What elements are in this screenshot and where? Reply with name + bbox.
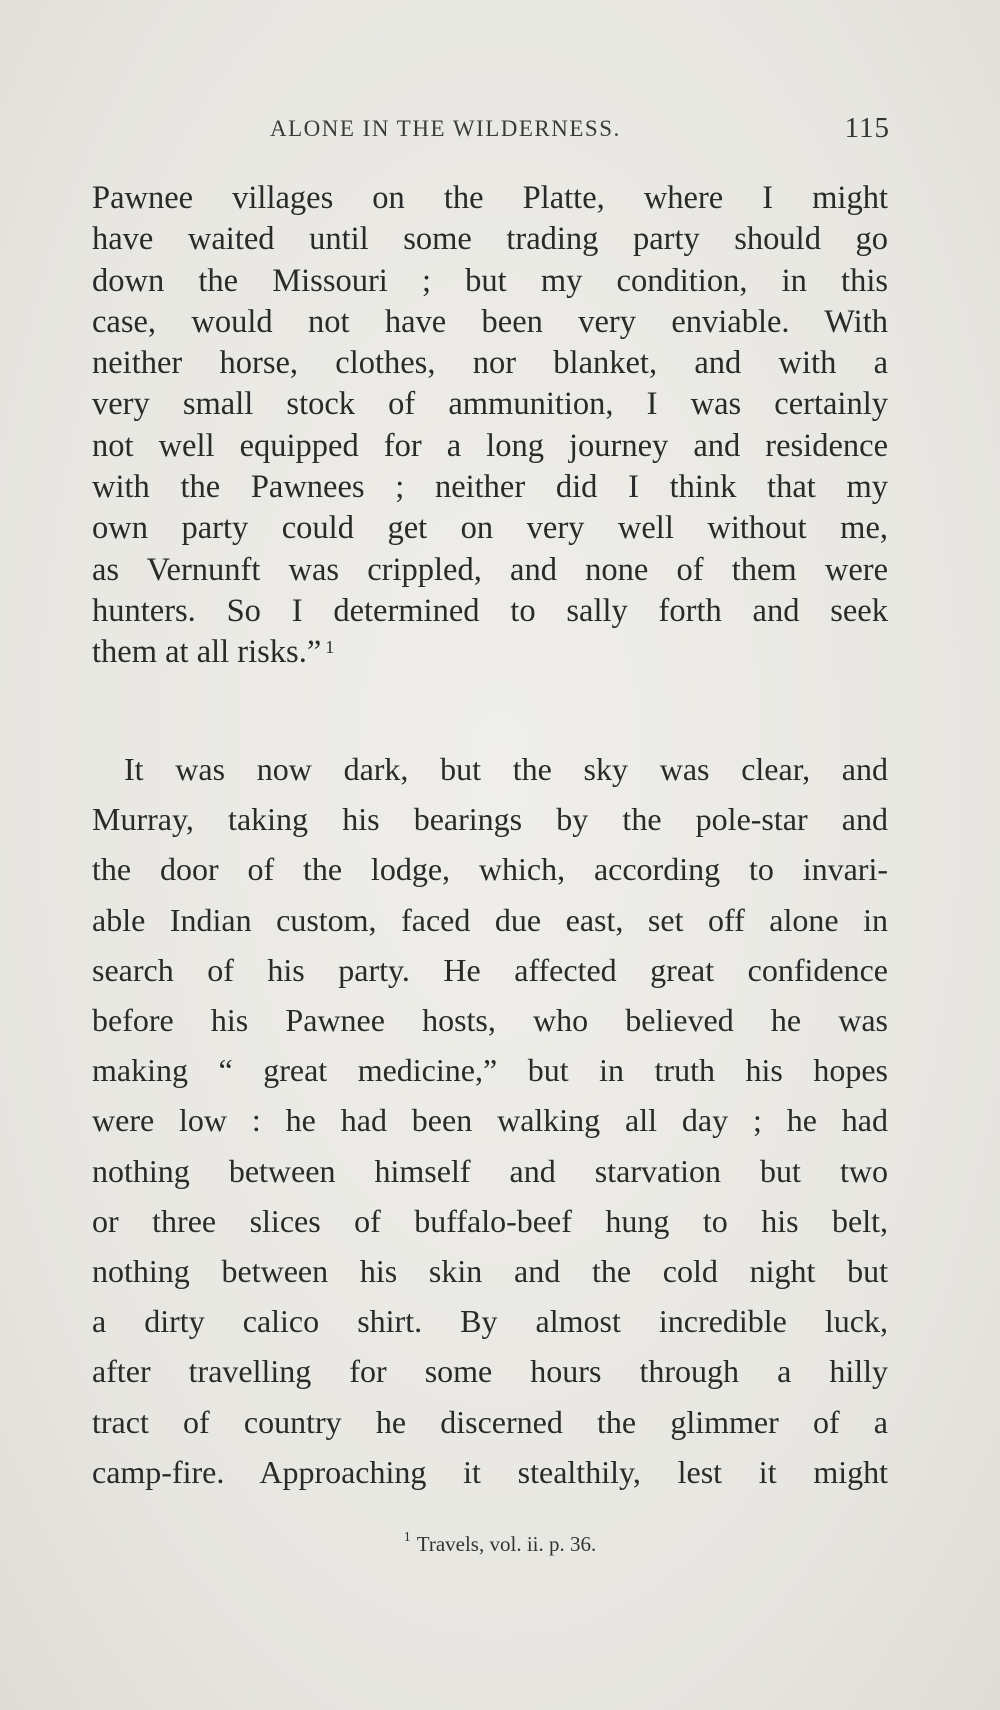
text-line: before his Pawnee hosts, who believed he was (92, 1002, 888, 1039)
text-line: a dirty calico shirt. By almost incredible luck, (92, 1303, 888, 1340)
text-line: were low : he had been walking all day ; he had (92, 1102, 888, 1139)
text-line: or three slices of buffalo-beef hung to his belt, (92, 1202, 888, 1239)
text-line: tract of country he discerned the glimmer of a (92, 1403, 888, 1440)
text-line: nothing between his skin and the cold night but (92, 1253, 888, 1290)
footnote (0, 1532, 1000, 1557)
text-line: hunters. So I determined to sally forth and seek (92, 592, 888, 629)
text-line: Pawnee villages on the Platte, where I might (92, 180, 888, 216)
text-line: down the Missouri ; but my condition, in this (92, 262, 888, 299)
text-line: with the Pawnees ; neither did I think that my (92, 469, 888, 506)
page-number: 115 (844, 112, 890, 144)
text-line: Murray, taking his bearings by the pole-star and (92, 801, 888, 838)
footnote-reference: 1 (325, 637, 335, 658)
text-line: have waited until some trading party should go (92, 221, 888, 258)
text-line: case, would not have been very enviable. With (92, 303, 888, 340)
text-line: able Indian custom, faced due east, set off alone in (92, 901, 888, 938)
text-line: after travelling for some hours through a hilly (92, 1353, 888, 1390)
paragraph (92, 744, 888, 1497)
paragraph-continued (92, 178, 888, 674)
text-line: nothing between himself and starvation but two (92, 1152, 888, 1189)
text-line-last (92, 632, 888, 673)
footnote-marker: 1 (403, 1530, 411, 1545)
running-head (95, 112, 890, 152)
text-line: camp-fire. Approaching it stealthily, lest it might (92, 1453, 888, 1490)
text-line-content: them at all risks.” (92, 634, 322, 671)
text-line: own party could get on very well without me, (92, 510, 888, 547)
text-line: search of his party. He affected great confidence (92, 951, 888, 988)
text-line: the door of the lodge, which, according to invari- (92, 851, 888, 888)
running-title: ALONE IN THE WILDERNESS. (270, 116, 621, 141)
text-line: very small stock of ammunition, I was certainly (92, 386, 888, 423)
footnote-text: Travels, vol. ii. p. 36. (416, 1532, 597, 1556)
text-line: It was now dark, but the sky was clear, and (124, 751, 888, 787)
text-line: not well equipped for a long journey and residence (92, 427, 888, 464)
text-line: as Vernunft was crippled, and none of them were (92, 551, 888, 588)
text-line: making “ great medicine,” but in truth his hopes (92, 1052, 888, 1089)
text-line: neither horse, clothes, nor blanket, and with a (92, 345, 888, 382)
